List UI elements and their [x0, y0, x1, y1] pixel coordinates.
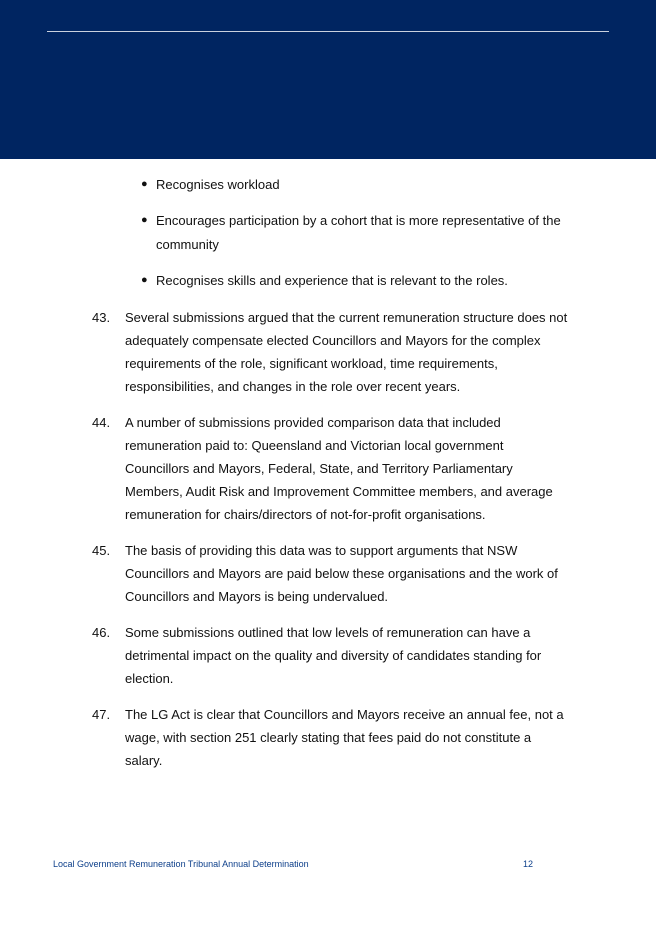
paragraph-text: A number of submissions provided comparison data that included remuneration paid to: Queensland and Victorian local government Councillors and Mayors, Federal, State, and Territory Parliamentary Members, Audit Risk and Improvement Committee members, and average remuneration for chairs/directors of not-for-profit organisations. — [125, 415, 553, 522]
paragraph-text: Several submissions argued that the current remuneration structure does not adequately compensate elected Councillors and Mayors for the complex requirements of the role, significant workload, time requirements, responsibilities, and changes in the role over recent years. — [125, 310, 568, 394]
paragraph-number: 47. — [92, 707, 111, 722]
paragraph-44 — [92, 411, 570, 526]
header-band — [0, 0, 656, 159]
bullet-text: Encourages participation by a cohort that is more representative of the community — [156, 213, 561, 252]
bullet-item — [141, 269, 571, 293]
paragraph-43 — [92, 306, 570, 398]
bullet-item — [141, 209, 571, 256]
paragraph-text: The basis of providing this data was to support arguments that NSW Councillors and Mayors are paid below these organisations and the work of Councillors and Mayors is being undervalued. — [125, 543, 558, 604]
header-rule — [47, 31, 609, 32]
page-number: 12 — [523, 859, 534, 869]
bullet-text: Recognises skills and experience that is relevant to the roles. — [156, 273, 508, 288]
paragraph-47 — [92, 703, 570, 772]
bullet-item — [141, 173, 571, 197]
paragraph-text: The LG Act is clear that Councillors and Mayors receive an annual fee, not a wage, with section 251 clearly stating that fees paid do not constitute a salary. — [125, 707, 564, 768]
bullet-icon: ● — [141, 214, 148, 226]
bullet-icon: ● — [141, 178, 148, 190]
paragraph-number: 45. — [92, 543, 111, 558]
paragraph-46 — [92, 621, 570, 690]
footer-title: Local Government Remuneration Tribunal Annual Determination — [53, 859, 309, 869]
bullet-text: Recognises workload — [156, 177, 280, 192]
paragraph-number: 46. — [92, 625, 111, 640]
paragraph-45 — [92, 539, 570, 608]
paragraph-text: Some submissions outlined that low levels of remuneration can have a detrimental impact on the quality and diversity of candidates standing for election. — [125, 625, 542, 686]
bullet-icon: ● — [141, 274, 148, 286]
paragraph-number: 44. — [92, 415, 111, 430]
paragraph-number: 43. — [92, 310, 111, 325]
